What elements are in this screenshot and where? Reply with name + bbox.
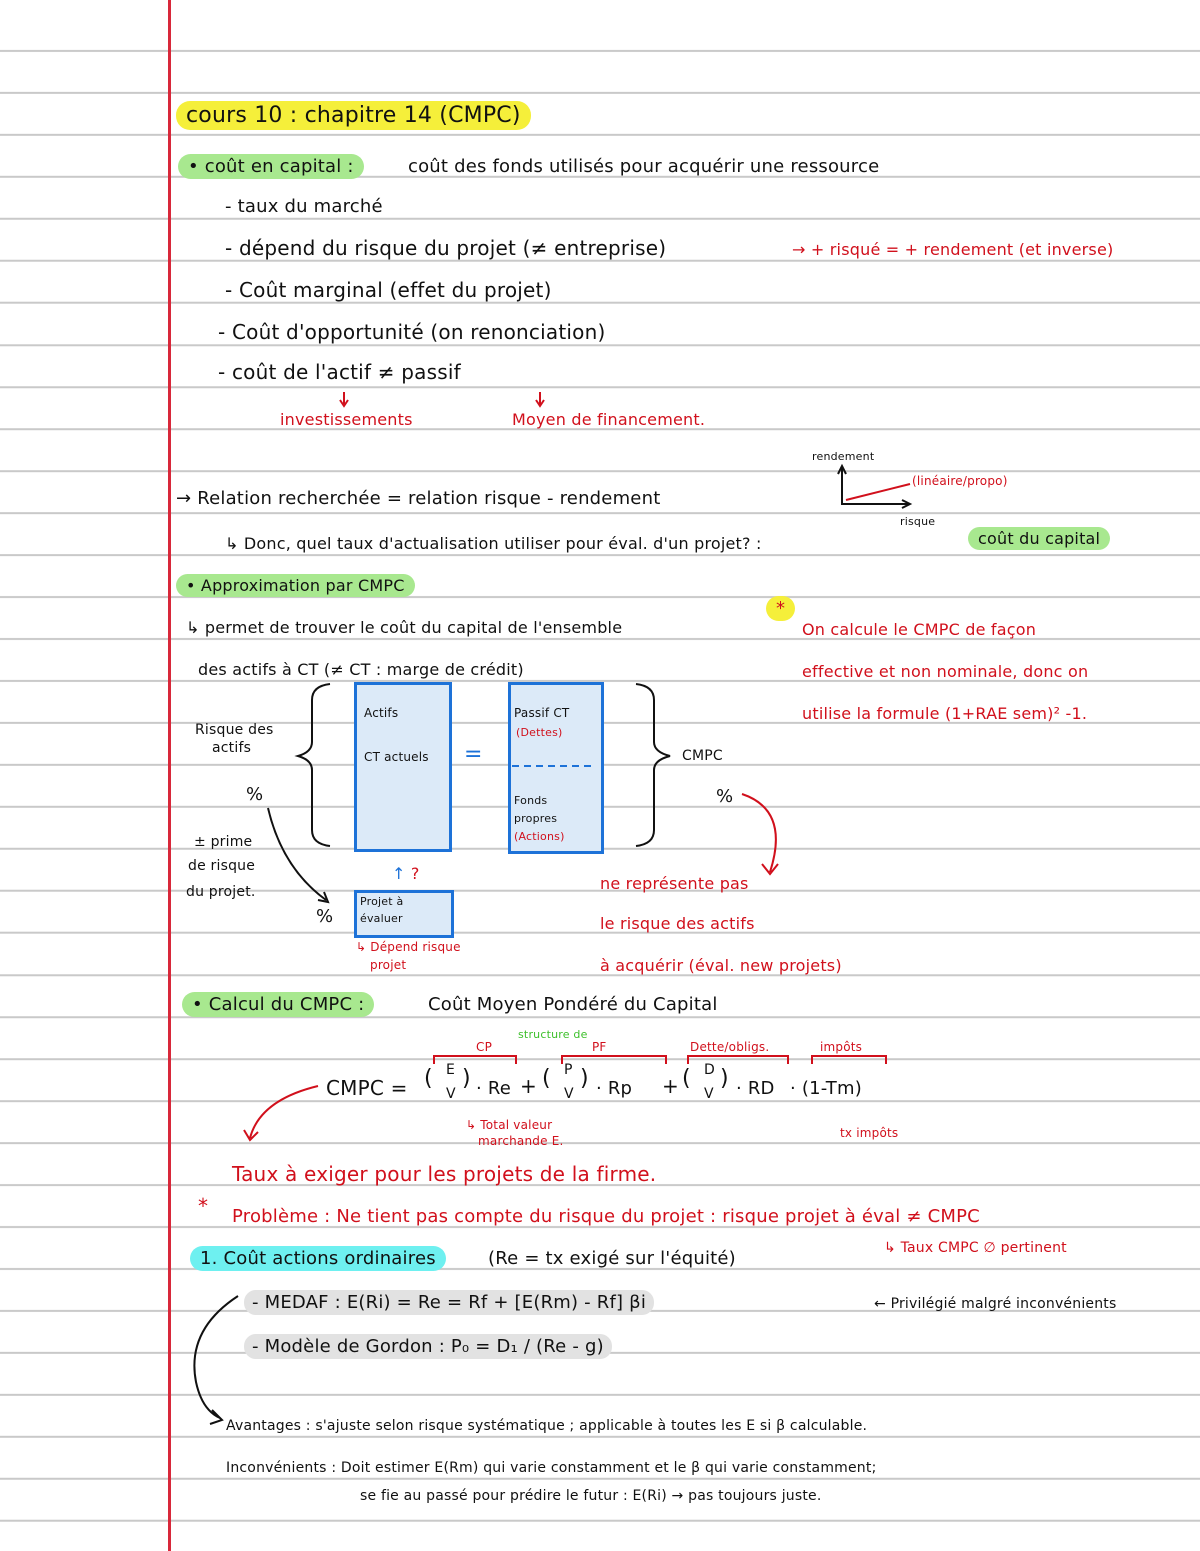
gordon-formula: - Modèle de Gordon : P₀ = D₁ / (Re - g) [244, 1334, 612, 1359]
label-pf: PF [592, 1040, 607, 1054]
cmpc-label: CMPC [682, 748, 723, 764]
approx-line1: ↳ permet de trouver le coût du capital de l'ensemble [186, 618, 623, 637]
label-cp: CP [476, 1040, 493, 1054]
taux-question-line: ↳ Donc, quel taux d'actualisation utiliser pour éval. d'un projet? : [225, 534, 762, 553]
passif-box-label: Passif CT [514, 706, 570, 720]
bullet-taux-marche: - taux du marché [225, 196, 383, 217]
prime-arrow [268, 808, 328, 902]
taux-exiger-line: Taux à exiger pour les projets de la firme. [232, 1162, 657, 1186]
cout-capital-heading: • coût en capital : [178, 154, 364, 179]
pct-projet: % [316, 906, 334, 927]
cmpc-definition: Coût Moyen Pondéré du Capital [428, 994, 718, 1015]
ne-represente-line1: ne représente pas [600, 874, 749, 893]
effective-note-line2: effective et non nominale, donc on [802, 662, 1089, 681]
paren-close-d: ) [720, 1066, 729, 1091]
actifs-box-label1: Actifs [364, 706, 399, 720]
probleme-line: Problème : Ne tient pas compte du risque du projet : risque projet à éval ≠ CMPC [232, 1206, 980, 1227]
prime-line3: du projet. [186, 884, 256, 900]
inconvenients-line1: Inconvénients : Doit estimer E(Rm) qui varie constamment et le β qui varie constamment; [226, 1460, 877, 1476]
actif-investissements-note: investissements [280, 410, 413, 429]
plus-1: + [520, 1074, 537, 1098]
bullet-cout-opportunite: - Coût d'opportunité (on renonciation) [218, 320, 606, 344]
inconvenients-line2: se fie au passé pour prédire le futur : E(Ri) → pas toujours juste. [360, 1488, 822, 1504]
risque-actifs-label1: Risque des [195, 722, 274, 738]
frac-e-den: V [446, 1086, 456, 1102]
avantages-line: Avantages : s'ajuste selon risque systématique ; applicable à toutes les E si β calculable. [226, 1418, 868, 1434]
paren-close-p: ) [580, 1066, 589, 1091]
fonds-propres-actions: (Actions) [514, 830, 565, 843]
valeur-marchande-note1: ↳ Total valeur [466, 1118, 553, 1132]
re-term: · Re [476, 1078, 512, 1099]
right-brace [636, 684, 670, 846]
prime-line1: ± prime [194, 834, 253, 850]
cmpc-red-arrow [742, 794, 778, 874]
frac-d-num: D [704, 1062, 715, 1078]
effective-note-line3: utilise la formule (1+RAE sem)² -1. [802, 704, 1088, 723]
ne-represente-line2: le risque des actifs [600, 914, 755, 933]
relation-line: → Relation recherchée = relation risque - rendement [176, 488, 661, 509]
ne-represente-line3: à acquérir (éval. new projets) [600, 956, 842, 975]
probleme-star: * [198, 1194, 209, 1218]
label-dette: Dette/obligs. [690, 1040, 770, 1054]
label-impots: impôts [820, 1040, 863, 1054]
graph-y-label: rendement [812, 450, 875, 463]
tx-impots-note: tx impôts [840, 1126, 899, 1140]
tax-term: · (1-Tm) [790, 1078, 862, 1099]
projet-box-label2: évaluer [360, 912, 403, 925]
passif-financement-note: Moyen de financement. [512, 410, 706, 429]
privilegie-note: ← Privilégié malgré inconvénients [874, 1296, 1117, 1312]
fonds-propres-label2: propres [514, 812, 558, 825]
effective-note-line1: On calcule le CMPC de façon [802, 620, 1037, 639]
paren-open-e: ( [424, 1066, 433, 1091]
valeur-marchande-note2: marchande E. [478, 1134, 564, 1148]
formula-red-arrow [244, 1086, 318, 1140]
cmpc-non-pertinent: ↳ Taux CMPC ∅ pertinent [884, 1240, 1067, 1256]
question-arrow: ↑ ? [392, 864, 420, 883]
star-note-marker: * [766, 596, 795, 621]
frac-p-num: P [564, 1062, 573, 1078]
approx-line2: des actifs à CT (≠ CT : marge de crédit) [198, 660, 524, 679]
paren-close-e: ) [462, 1066, 471, 1091]
formula-cmpc: CMPC = [326, 1076, 408, 1100]
approx-heading: • Approximation par CMPC [176, 574, 415, 597]
plus-2: + [662, 1074, 679, 1098]
frac-d-den: V [704, 1086, 714, 1102]
rd-term: · RD [736, 1078, 775, 1099]
actions-def: (Re = tx exigé sur l'équité) [488, 1248, 736, 1269]
paren-open-d: ( [682, 1066, 691, 1091]
frac-e-num: E [446, 1062, 456, 1078]
pct-right: % [716, 786, 734, 807]
risk-return-note: → + risqué = + rendement (et inverse) [792, 240, 1114, 259]
graph-x-label: risque [900, 515, 936, 528]
label-structure: structure de [518, 1028, 588, 1041]
actions-heading: 1. Coût actions ordinaires [190, 1246, 446, 1271]
equals-sign: = [464, 742, 483, 767]
cout-capital-definition: coût des fonds utilisés pour acquérir une ressource [408, 156, 880, 177]
paren-open-p: ( [542, 1066, 551, 1091]
bullet-depend-risque: - dépend du risque du projet (≠ entreprise) [225, 236, 667, 260]
formula-brackets [434, 1056, 886, 1064]
graph-curve-line [846, 484, 910, 500]
prime-line2: de risque [188, 858, 256, 874]
risque-actifs-label2: actifs [212, 740, 252, 756]
frac-p-den: V [564, 1086, 574, 1102]
passif-box-dettes: (Dettes) [516, 726, 563, 739]
actions-curve-arrow [194, 1296, 238, 1424]
bullet-cout-marginal: - Coût marginal (effet du projet) [225, 278, 552, 302]
depend-risque-note2: projet [370, 958, 407, 972]
actifs-box-label2: CT actuels [364, 750, 429, 764]
page-title: cours 10 : chapitre 14 (CMPC) [176, 101, 531, 130]
projet-box-label1: Projet à [360, 895, 404, 908]
calcul-heading: • Calcul du CMPC : [182, 992, 374, 1017]
pct-left: % [246, 784, 264, 805]
actif-passif-arrows [340, 392, 544, 406]
graph-curve-label: (linéaire/propo) [912, 474, 1008, 488]
fonds-propres-label1: Fonds [514, 794, 548, 807]
left-brace [298, 684, 330, 846]
bullet-cout-actif-passif: - coût de l'actif ≠ passif [218, 360, 461, 384]
medaf-formula: - MEDAF : E(Ri) = Re = Rf + [E(Rm) - Rf] βi [244, 1290, 654, 1315]
depend-risque-note1: ↳ Dépend risque [356, 940, 461, 954]
cout-capital-answer: coût du capital [968, 527, 1110, 550]
rp-term: · Rp [596, 1078, 633, 1099]
